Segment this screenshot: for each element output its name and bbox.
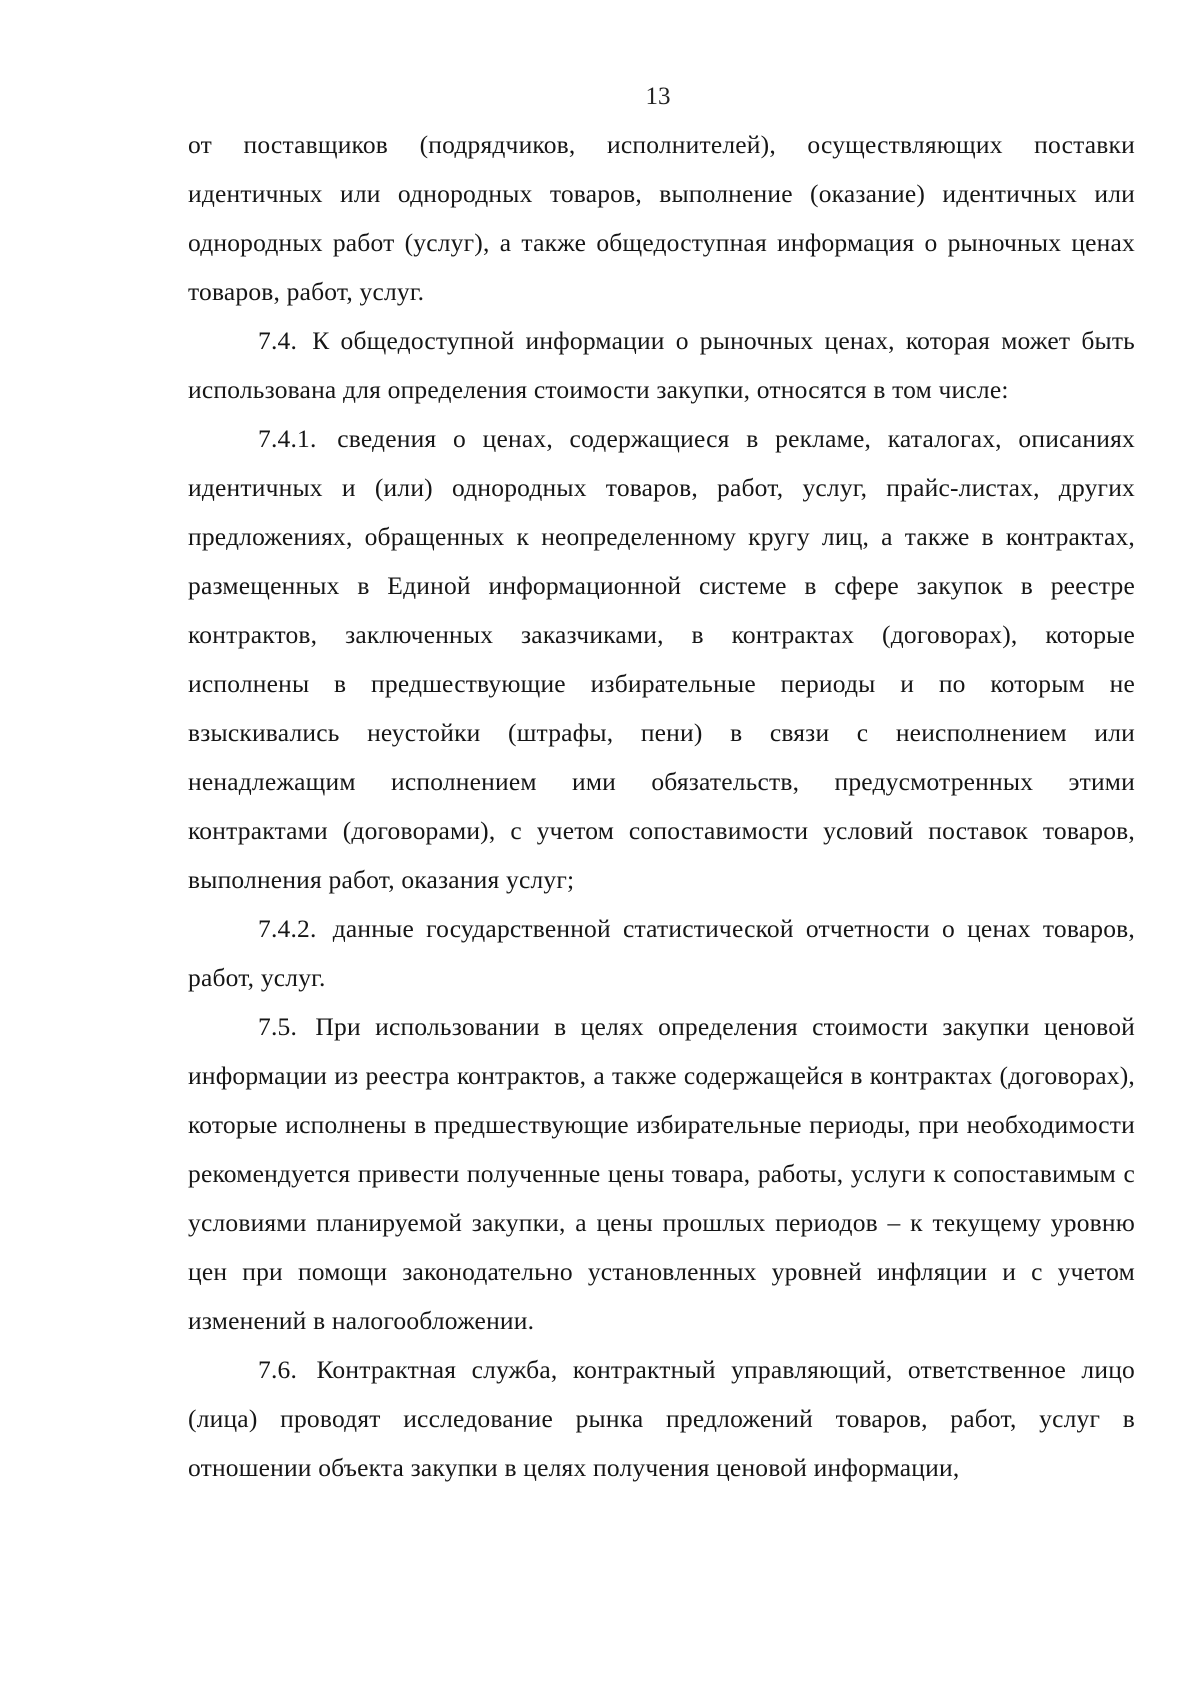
paragraph-7-4 bbox=[188, 316, 1135, 414]
paragraph-7-6 bbox=[188, 1345, 1135, 1492]
page-number: 13 bbox=[645, 83, 671, 110]
paragraph-7-4-1 bbox=[188, 414, 1135, 904]
paragraph-number: 7.6. bbox=[258, 1355, 298, 1384]
paragraph-text: сведения о ценах, содержащиеся в рекламе, каталогах, описаниях идентичных и (или) однородных товаров, работ, услуг, прайс-листах, других предложениях, обращенных к неопределенному кругу лиц, а также в контрактах, размещенных в Единой информационной системе в сфере закупок в реестре контрактов, заключенных заказчиками, в контрактах (договорах), которые исполнены в предшествующие избирательные периоды и по которым не взыскивались неустойки (штрафы, пени) в связи с неисполнением или ненадлежащим исполнением ими обязательств, предусмотренных этими контрактами (договорами), с учетом сопоставимости условий поставок товаров, выполнения работ, оказания услуг; bbox=[188, 424, 1135, 894]
paragraph-text: К общедоступной информации о рыночных ценах, которая может быть использована для определения стоимости закупки, относятся в том числе: bbox=[188, 326, 1136, 404]
paragraph-text: данные государственной статистической отчетности о ценах товаров, работ, услуг. bbox=[188, 914, 1135, 992]
paragraph-continuation bbox=[188, 120, 1135, 316]
paragraph-number: 7.4.2. bbox=[258, 914, 317, 943]
paragraph-7-4-2 bbox=[188, 904, 1135, 1002]
document-body bbox=[188, 120, 1135, 1492]
paragraph-number: 7.4. bbox=[258, 326, 298, 355]
paragraph-7-5 bbox=[188, 1002, 1135, 1345]
paragraph-text: При использовании в целях определения стоимости закупки ценовой информации из реестра контрактов, а также содержащейся в контрактах (договорах), которые исполнены в предшествующие избирательные периоды, при необходимости рекомендуется привести полученные цены товара, работы, услуги к сопоставимым с условиями планируемой закупки, а цены прошлых периодов – к текущему уровню цен при помощи законодательно установленных уровней инфляции и с учетом изменений в налогообложении. bbox=[188, 1012, 1135, 1335]
paragraph-text: от поставщиков (подрядчиков, исполнителей), осуществляющих поставки идентичных или однородных товаров, выполнение (оказание) идентичных или однородных работ (услуг), а также общедоступная информация о рыночных ценах товаров, работ, услуг. bbox=[188, 130, 1135, 306]
paragraph-number: 7.4.1. bbox=[258, 424, 317, 453]
paragraph-number: 7.5. bbox=[258, 1012, 298, 1041]
paragraph-text: Контрактная служба, контрактный управляющий, ответственное лицо (лица) проводят исследование рынка предложений товаров, работ, услуг в отношении объекта закупки в целях получения ценовой информации, bbox=[188, 1355, 1135, 1482]
